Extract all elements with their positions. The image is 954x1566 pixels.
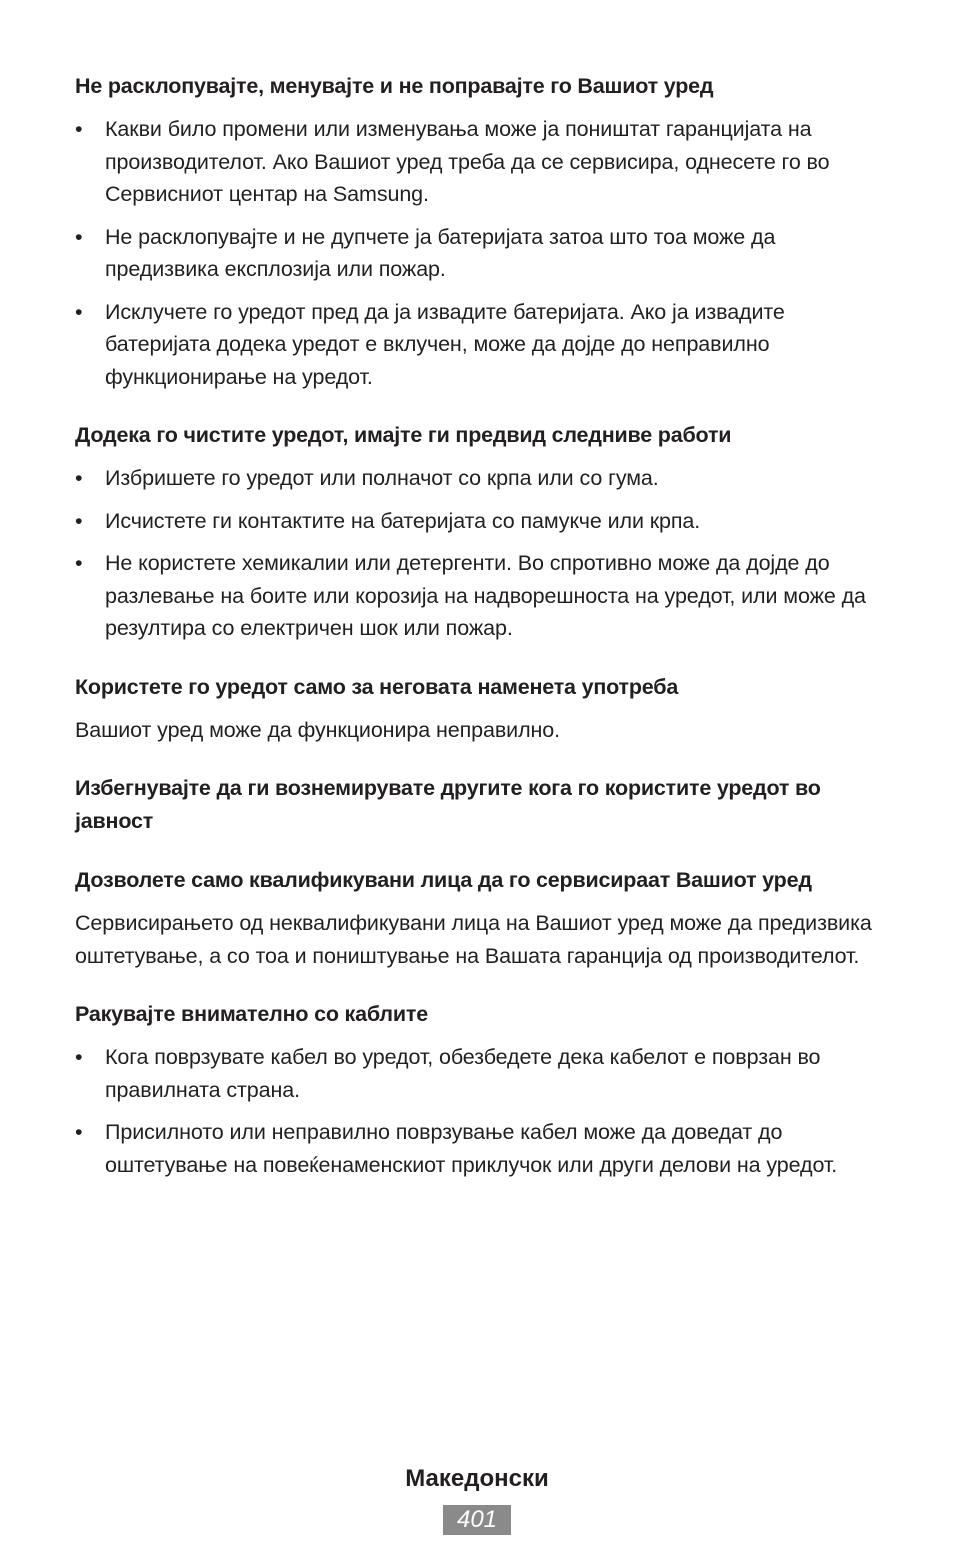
section-heading: Додека го чистите уредот, имајте ги предвид следниве работи bbox=[75, 423, 732, 447]
list-item-text: Не расклопувајте и не дупчете ја батеријата затоа што тоа може да предизвика експлозија или пожар. bbox=[105, 224, 776, 281]
bullet-list bbox=[75, 113, 881, 393]
list-item bbox=[75, 462, 881, 495]
list-item bbox=[75, 113, 881, 211]
document-body bbox=[75, 70, 881, 1207]
section-paragraph: Сервисирањето од неквалификувани лица на Вашиот уред може да предизвика оштетување, а со тоа и поништување на Вашата гаранција од производителот. bbox=[75, 911, 872, 968]
section-heading: Избегнувајте да ги вознемирувате другите кога го користите уредот во јавност bbox=[75, 776, 821, 833]
bullet-marker: • bbox=[75, 551, 83, 575]
list-item bbox=[75, 296, 881, 394]
section-disassembly bbox=[75, 70, 881, 393]
section-cables bbox=[75, 998, 881, 1181]
list-item bbox=[75, 221, 881, 286]
list-item bbox=[75, 547, 881, 645]
bullet-marker: • bbox=[75, 299, 83, 324]
list-item bbox=[75, 1116, 881, 1181]
list-item-text: Избришете го уредот или полначот со крпа или со гума. bbox=[105, 466, 659, 490]
list-item bbox=[75, 505, 881, 538]
section-heading: Не расклопувајте, менувајте и не поправајте го Вашиот уред bbox=[75, 74, 714, 98]
section-heading: Ракувајте внимателно со каблите bbox=[75, 1002, 428, 1026]
section-qualified-service bbox=[75, 864, 881, 972]
list-item-text: Кога поврзувате кабел во уредот, обезбедете дека кабелот е поврзан во правилната страна. bbox=[105, 1045, 821, 1102]
section-public-use bbox=[75, 772, 881, 838]
list-item bbox=[75, 1041, 881, 1106]
bullet-marker: • bbox=[75, 508, 83, 533]
section-intended-use bbox=[75, 671, 881, 747]
section-cleaning bbox=[75, 419, 881, 645]
bullet-marker: • bbox=[75, 466, 83, 490]
section-paragraph: Вашиот уред може да функционира неправилно. bbox=[75, 717, 561, 742]
list-item-text: Присилното или неправилно поврзување кабел може да доведат до оштетување на повеќенаменскиот приклучок или други делови на уредот. bbox=[105, 1120, 838, 1177]
section-heading: Дозволете само квалификувани лица да го сервисираат Вашиот уред bbox=[75, 868, 812, 892]
bullet-list bbox=[75, 1041, 881, 1181]
bullet-marker: • bbox=[75, 224, 83, 249]
list-item-text: Не користете хемикалии или детергенти. Во спротивно може да дојде до разлевање на боите или корозија на надворешноста на уредот, или може да резултира со електричен шок или пожар. bbox=[105, 551, 866, 640]
list-item-text: Исчистете ги контактите на батеријата со памукче или крпа. bbox=[105, 508, 701, 533]
bullet-list bbox=[75, 462, 881, 645]
bullet-marker: • bbox=[75, 117, 83, 141]
bullet-marker: • bbox=[75, 1045, 83, 1069]
list-item-text: Какви било промени или изменувања може ја поништат гаранцијата на производителот. Ако Вашиот уред треба да се сервисира, однесете го во Сервисниот центар на Samsung. bbox=[105, 117, 830, 206]
bullet-marker: • bbox=[75, 1120, 83, 1144]
page-number-badge: 401 bbox=[443, 1505, 511, 1535]
footer-language: Македонски bbox=[405, 1465, 549, 1492]
list-item-text: Исклучете го уредот пред да ја извадите батеријата. Ако ја извадите батеријата додека уредот е вклучен, може да дојде до неправилно функционирање на уредот. bbox=[105, 299, 785, 389]
section-heading: Користете го уредот само за неговата наменета употреба bbox=[75, 674, 679, 699]
